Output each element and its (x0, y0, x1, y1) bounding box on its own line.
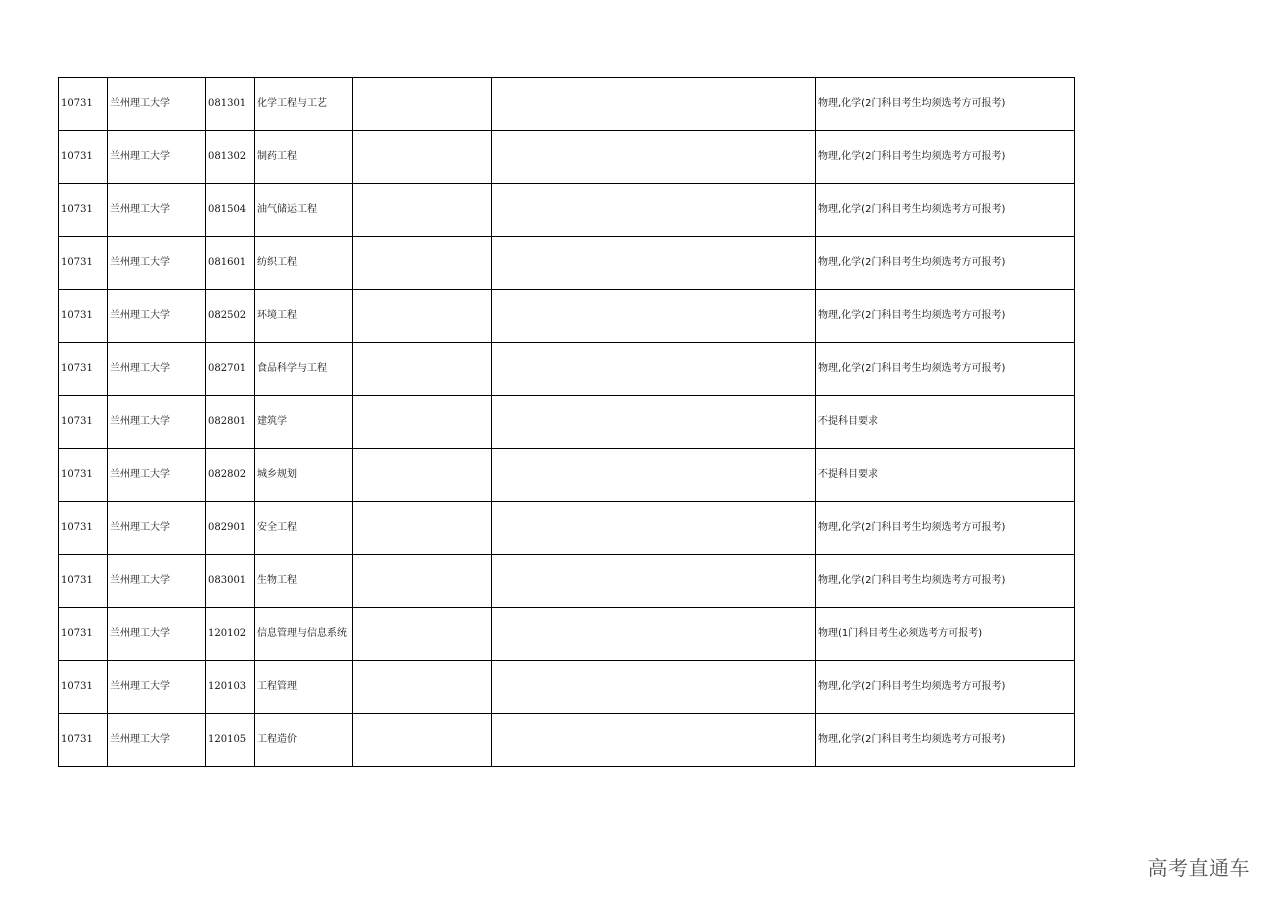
empty-cell (492, 396, 816, 449)
subject-requirement-cell: 物理(1门科目考生必须选考方可报考) (816, 608, 1075, 661)
major-name-cell: 纺织工程 (255, 237, 353, 290)
table-row (59, 661, 1075, 714)
major-code-cell: 081301 (206, 78, 255, 131)
major-code-cell: 082802 (206, 449, 255, 502)
major-name-cell: 工程造价 (255, 714, 353, 767)
school-name-cell: 兰州理工大学 (108, 343, 206, 396)
school-name-cell: 兰州理工大学 (108, 714, 206, 767)
empty-cell (353, 131, 492, 184)
table-row (59, 396, 1075, 449)
school-code-cell: 10731 (59, 78, 108, 131)
school-code-cell: 10731 (59, 184, 108, 237)
empty-cell (492, 608, 816, 661)
table-row (59, 502, 1075, 555)
empty-cell (492, 237, 816, 290)
empty-cell (353, 78, 492, 131)
major-name-cell: 工程管理 (255, 661, 353, 714)
major-code-cell: 081504 (206, 184, 255, 237)
school-name-cell: 兰州理工大学 (108, 661, 206, 714)
school-name-cell: 兰州理工大学 (108, 184, 206, 237)
school-name-cell: 兰州理工大学 (108, 78, 206, 131)
subject-requirement-cell: 物理,化学(2门科目考生均须选考方可报考) (816, 78, 1075, 131)
empty-cell (353, 290, 492, 343)
school-name-cell: 兰州理工大学 (108, 131, 206, 184)
major-code-cell: 120102 (206, 608, 255, 661)
school-code-cell: 10731 (59, 396, 108, 449)
empty-cell (492, 502, 816, 555)
table-body (59, 78, 1075, 767)
subject-requirement-cell: 物理,化学(2门科目考生均须选考方可报考) (816, 714, 1075, 767)
subject-requirement-cell: 物理,化学(2门科目考生均须选考方可报考) (816, 184, 1075, 237)
table-row (59, 237, 1075, 290)
school-name-cell: 兰州理工大学 (108, 237, 206, 290)
school-code-cell: 10731 (59, 555, 108, 608)
subject-requirement-cell: 物理,化学(2门科目考生均须选考方可报考) (816, 343, 1075, 396)
table-row (59, 555, 1075, 608)
major-name-cell: 制药工程 (255, 131, 353, 184)
empty-cell (492, 343, 816, 396)
empty-cell (353, 608, 492, 661)
empty-cell (353, 184, 492, 237)
major-code-cell: 081601 (206, 237, 255, 290)
school-code-cell: 10731 (59, 343, 108, 396)
major-code-cell: 081302 (206, 131, 255, 184)
table-row (59, 449, 1075, 502)
major-name-cell: 安全工程 (255, 502, 353, 555)
empty-cell (492, 555, 816, 608)
school-code-cell: 10731 (59, 449, 108, 502)
table-row (59, 184, 1075, 237)
subject-requirement-cell: 物理,化学(2门科目考生均须选考方可报考) (816, 661, 1075, 714)
major-name-cell: 油气储运工程 (255, 184, 353, 237)
empty-cell (492, 661, 816, 714)
major-name-cell: 信息管理与信息系统 (255, 608, 353, 661)
empty-cell (353, 555, 492, 608)
major-name-cell: 城乡规划 (255, 449, 353, 502)
subject-requirement-cell: 物理,化学(2门科目考生均须选考方可报考) (816, 131, 1075, 184)
major-name-cell: 化学工程与工艺 (255, 78, 353, 131)
major-code-cell: 120105 (206, 714, 255, 767)
subject-requirement-cell: 不提科目要求 (816, 449, 1075, 502)
subject-requirement-cell: 物理,化学(2门科目考生均须选考方可报考) (816, 290, 1075, 343)
empty-cell (492, 184, 816, 237)
empty-cell (353, 449, 492, 502)
empty-cell (353, 396, 492, 449)
empty-cell (353, 502, 492, 555)
major-code-cell: 082701 (206, 343, 255, 396)
school-name-cell: 兰州理工大学 (108, 396, 206, 449)
watermark-text: 高考直通车 (1147, 856, 1250, 880)
table-row (59, 290, 1075, 343)
empty-cell (492, 290, 816, 343)
table-row (59, 608, 1075, 661)
table-row (59, 343, 1075, 396)
major-code-cell: 082901 (206, 502, 255, 555)
table-row (59, 714, 1075, 767)
table-row (59, 78, 1075, 131)
school-code-cell: 10731 (59, 714, 108, 767)
school-name-cell: 兰州理工大学 (108, 608, 206, 661)
school-name-cell: 兰州理工大学 (108, 449, 206, 502)
school-code-cell: 10731 (59, 290, 108, 343)
major-name-cell: 生物工程 (255, 555, 353, 608)
school-code-cell: 10731 (59, 661, 108, 714)
empty-cell (492, 131, 816, 184)
school-name-cell: 兰州理工大学 (108, 502, 206, 555)
school-code-cell: 10731 (59, 237, 108, 290)
school-code-cell: 10731 (59, 502, 108, 555)
empty-cell (353, 661, 492, 714)
major-code-cell: 082801 (206, 396, 255, 449)
empty-cell (353, 714, 492, 767)
school-name-cell: 兰州理工大学 (108, 555, 206, 608)
subject-requirement-cell: 物理,化学(2门科目考生均须选考方可报考) (816, 237, 1075, 290)
major-name-cell: 环境工程 (255, 290, 353, 343)
school-code-cell: 10731 (59, 608, 108, 661)
major-name-cell: 建筑学 (255, 396, 353, 449)
subject-requirement-cell: 不提科目要求 (816, 396, 1075, 449)
major-code-cell: 083001 (206, 555, 255, 608)
empty-cell (353, 343, 492, 396)
empty-cell (353, 237, 492, 290)
empty-cell (492, 449, 816, 502)
subject-requirement-cell: 物理,化学(2门科目考生均须选考方可报考) (816, 555, 1075, 608)
table-row (59, 131, 1075, 184)
major-name-cell: 食品科学与工程 (255, 343, 353, 396)
subject-requirements-table (58, 77, 1075, 767)
school-name-cell: 兰州理工大学 (108, 290, 206, 343)
school-code-cell: 10731 (59, 131, 108, 184)
major-code-cell: 082502 (206, 290, 255, 343)
empty-cell (492, 714, 816, 767)
subject-requirement-cell: 物理,化学(2门科目考生均须选考方可报考) (816, 502, 1075, 555)
empty-cell (492, 78, 816, 131)
major-code-cell: 120103 (206, 661, 255, 714)
